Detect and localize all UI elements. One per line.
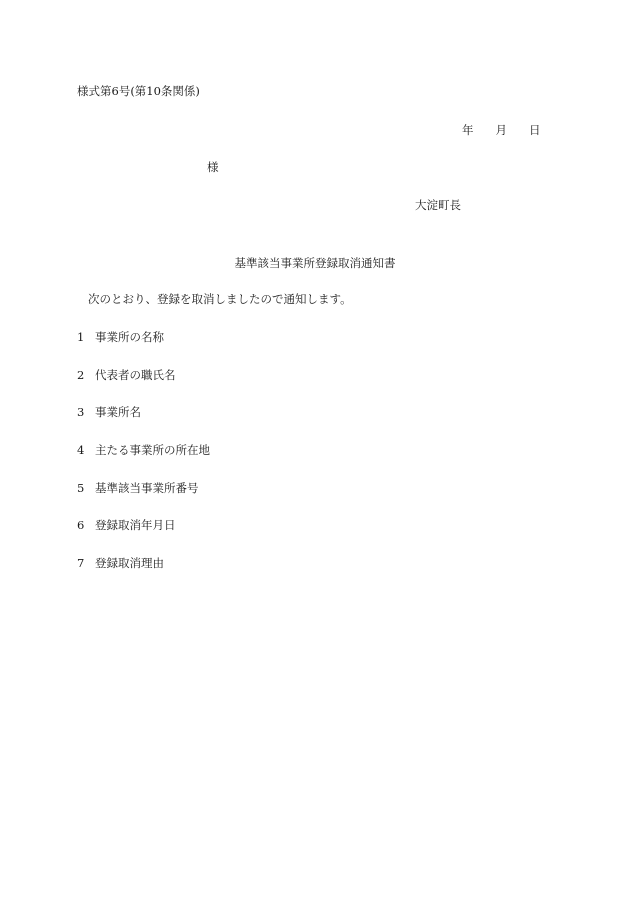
issuer-name: 大淀町長 [415, 198, 461, 212]
item-label: 事業所名 [95, 405, 141, 420]
item-label: 登録取消年月日 [95, 518, 176, 533]
list-item [77, 368, 210, 406]
date-line [462, 123, 541, 137]
item-number: 1 [77, 330, 85, 344]
item-number: 3 [77, 405, 85, 420]
list-item [77, 518, 210, 556]
list-item [77, 481, 210, 519]
item-label: 登録取消理由 [95, 556, 164, 571]
item-number: 7 [77, 556, 85, 571]
item-label: 主たる事業所の所在地 [95, 443, 210, 458]
addressee-suffix: 様 [207, 160, 219, 174]
item-list [77, 330, 210, 594]
date-year-label: 年 [462, 123, 474, 137]
item-label: 基準該当事業所番号 [95, 480, 199, 495]
item-number: 5 [77, 480, 85, 495]
item-number: 2 [77, 367, 85, 382]
lead-text: 次のとおり、登録を取消しましたので通知します。 [88, 292, 352, 306]
list-item [77, 330, 210, 368]
list-item [77, 443, 210, 481]
date-month-label: 月 [495, 123, 507, 137]
form-number: 様式第6号(第10条関係) [77, 84, 200, 98]
date-day-label: 日 [529, 123, 541, 137]
item-label: 事業所の名称 [95, 330, 164, 344]
item-number: 4 [77, 443, 85, 458]
document-title: 基準該当事業所登録取消通知書 [234, 256, 396, 270]
list-item [77, 405, 210, 443]
item-label: 代表者の職氏名 [95, 367, 176, 382]
list-item [77, 556, 210, 594]
item-number: 6 [77, 518, 85, 533]
